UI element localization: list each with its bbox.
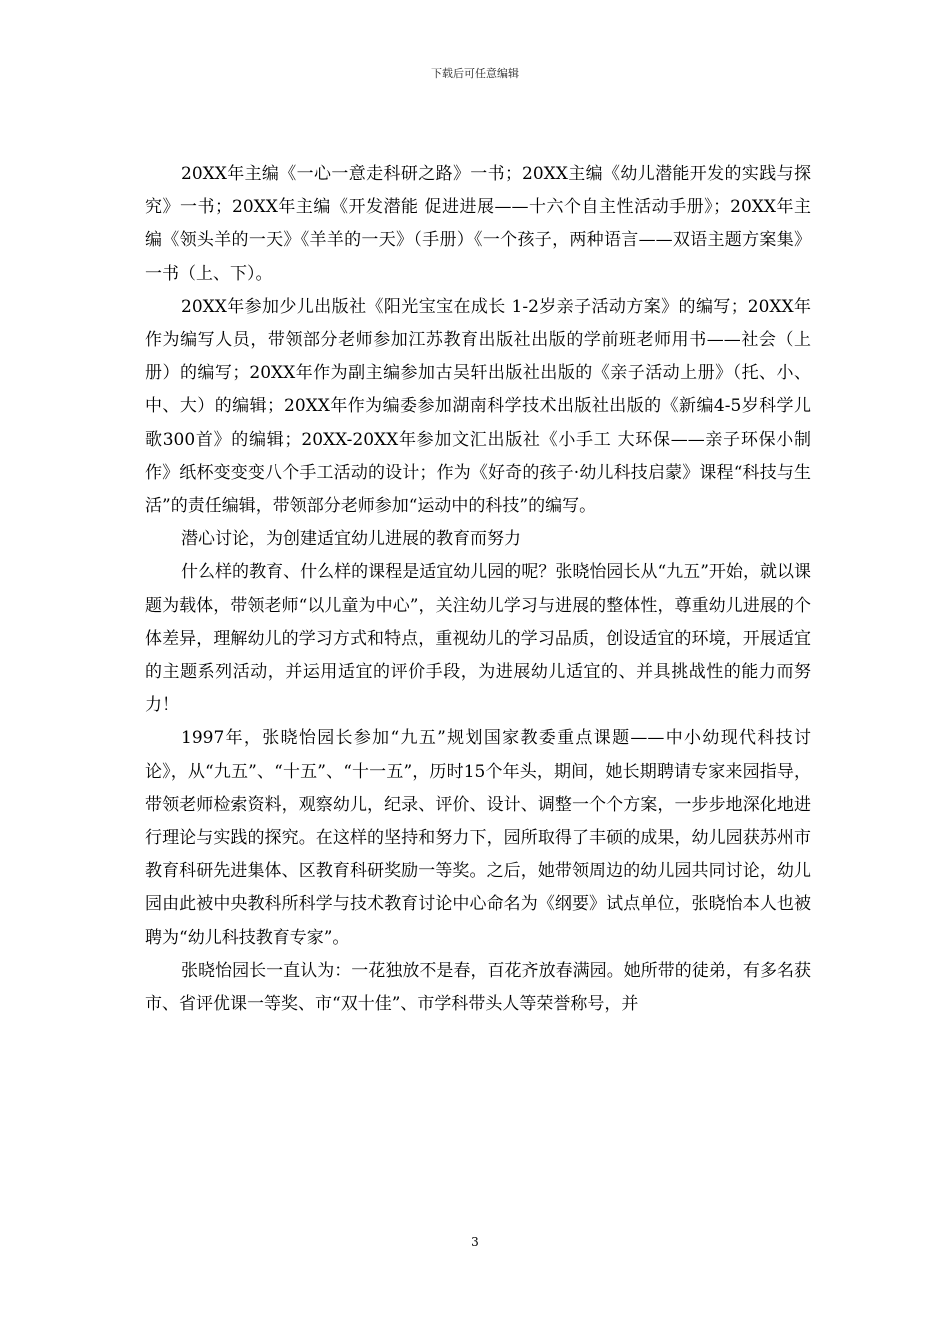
paragraph-editor-works: 20XX年主编《一心一意走科研之路》一书；20XX主编《幼儿潜能开发的实践与探究》一书；20XX年主编《开发潜能 促进进展——十六个自主性活动手册》；20XX年主编《领头羊的一天》《羊羊的一天》（手册）《一个孩子，两种语言——双语主题方案集》一书（上、下）。: [145, 164, 811, 284]
header-note: 下载后可任意编辑: [431, 67, 519, 80]
section-heading-research: 潜心讨论，为创建适宜幼儿进展的教育而努力: [181, 529, 521, 550]
paragraph-suitable-education: 什么样的教育、什么样的课程是适宜幼儿园的呢？张晓怡园长从“九五”开始，就以课题为载体，带领老师“以儿童为中心”，关注幼儿学习与进展的整体性，尊重幼儿进展的个体差异，理解幼儿的学习方式和特点，重视幼儿的学习品质，创设适宜的环境，开展适宜的主题系列活动，并运用适宜的评价手段，为进展幼儿适宜的、并具挑战性的能力而努力！: [145, 562, 811, 716]
paragraph-apprentices: 张晓怡园长一直认为：一花独放不是春，百花齐放春满园。她所带的徒弟，有多名获市、省评优课一等奖、市“双十佳”、市学科带头人等荣誉称号，并: [145, 960, 811, 1015]
page-number: 3: [471, 1235, 479, 1249]
paragraph-participation: 20XX年参加少儿出版社《阳光宝宝在成长 1-2岁亲子活动方案》的编写；20XX年作为编写人员，带领部分老师参加江苏教育出版社出版的学前班老师用书——社会（上册）的编写；20XX年作为副主编参加古吴轩出版社出版的《亲子活动上册》（托、小、中、大）的编辑；20XX年作为编委参加湖南科学技术出版社出版的《新编4-5岁科学儿歌300首》的编辑；20XX-20XX年参加文汇出版社《小手工 大环保——亲子环保小制作》纸杯变变变八个手工活动的设计；作为《好奇的孩子·幼儿科技启蒙》课程“科技与生活”的责任编辑，带领部分老师参加“运动中的科技”的编写。: [145, 296, 811, 517]
paragraph-1997-research: 1997年，张晓怡园长参加“九五”规划国家教委重点课题——中小幼现代科技讨论》，从“九五”、“十五”、“十一五”，历时15个年头，期间，她长期聘请专家来园指导，带领老师检索资料，观察幼儿，纪录、评价、设计、调整一个个方案，一步步地深化地进行理论与实践的探究。在这样的坚持和努力下，园所取得了丰硕的成果，幼儿园获苏州市教育科研先进集体、区教育科研奖励一等奖。之后，她带领周边的幼儿园共同讨论，幼儿园由此被中央教科所科学与技术教育讨论中心命名为《纲要》试点单位，张晓怡本人也被聘为“幼儿科技教育专家”。: [145, 728, 811, 948]
document-body: [145, 158, 811, 1021]
